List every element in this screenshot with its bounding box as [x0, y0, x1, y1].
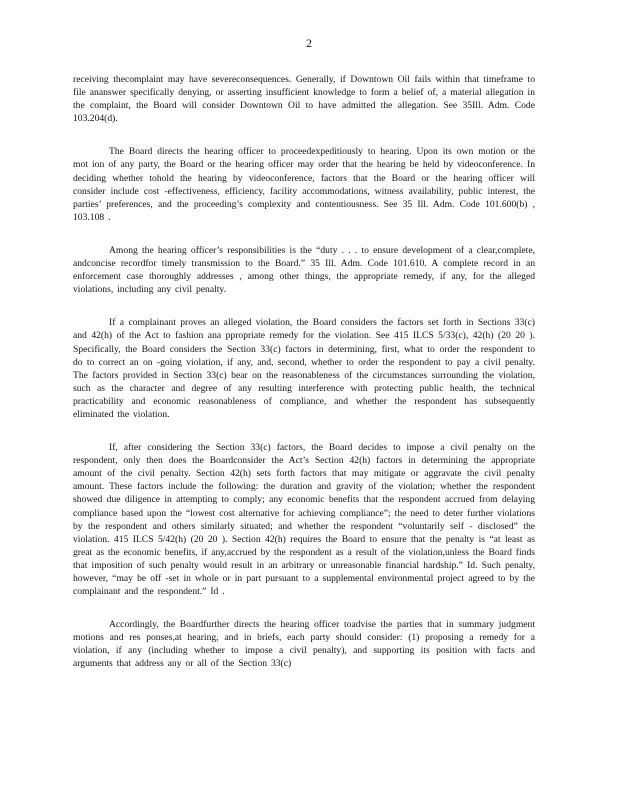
paragraph-hearing-directive: The Board directs the hearing officer to proceedexpeditiously to hearing. Upon its own motion or the mot ion of any party, the Board or the hearing officer may order that the hearing be held by videoconference. In deciding whether tohold the hearing by videoconference, factors that the Board or the hearing officer will consider include cost -effectiveness, efficiency, facility accommodations, witness availability, public interest, the parties’ preferences, and the proceeding’s complexity and contentiousness. See 35 Ill. Adm. Code 101.600(b) , 103.108 .	[73, 146, 535, 223]
body-text	[73, 73, 535, 691]
paragraph-remedy-instructions: Accordingly, the Boardfurther directs the hearing officer toadvise the parties that in summary judgment motions and res ponses,at hearing, and in briefs, each party should consider: (1) proposing a remedy for a violation, if any (including whether to impose a civil penalty), and supporting its position with facts and arguments that address any or all of the Section 33(c)	[73, 619, 535, 670]
page-number: 2	[306, 36, 312, 50]
paragraph-section-33c-factors: If a complainant proves an alleged violation, the Board considers the factors set forth in Sections 33(c) and 42(h) of the Act to fashion ana ppropriate remedy for the violation. See 415 ILCS 5/33(c), 42(h) (20 20 ). Specifically, the Board considers the Section 33(c) factors in determining, first, what to order the respondent to do to correct an on -going violation, if any, and, second, whether to order the respondent to pay a civil penalty. The factors provided in Section 33(c) bear on the reasonableness of the circumstances surrounding the violation, such as the character and degree of any resulting interference with protecting public health, the technical practicability and economic reasonableness of compliance, and whether the respondent has subsequently eliminated the violation.	[73, 317, 535, 420]
paragraph-section-42h-factors: If, after considering the Section 33(c) factors, the Board decides to impose a civil penalty on the respondent, only then does the Boardconsider the Act’s Section 42(h) factors in determining the appropriate amount of the civil penalty. Section 42(h) sets forth factors that may mitigate or aggravate the civil penalty amount. These factors include the following: the duration and gravity of the violation; whether the respondent showed due diligence in attempting to comply; any economic benefits that the respondent accrued from delaying compliance based upon the “lowest cost alternative for achieving compliance”; the need to deter further violations by the respondent and others similarly situated; and whether the respondent “voluntarily self - disclosed” the violation. 415 ILCS 5/42(h) (20 20 ). Section 42(h) requires the Board to ensure that the penalty is “at least as great as the economic benefits, if any,accrued by the respondent as a result of the violation,unless the Board finds that imposition of such penalty would result in an arbitrary or unreasonable financial hardship.” Id. Such penalty, however, “may be off -set in whole or in part pursuant to a supplemental environmental project agreed to by the complainant and the respondent.” Id .	[73, 442, 535, 598]
paragraph-hearing-officer-duties: Among the hearing officer’s responsibilities is the “duty . . . to ensure development of a clear,complete, andconcise recordfor timely transmission to the Board.” 35 Ill. Adm. Code 101.610. A complete record in an enforcement case thoroughly addresses , among other things, the appropriate remedy, if any, for the alleged violations, including any civil penalty.	[73, 244, 535, 296]
paragraph-complaint-consequences: receiving thecomplaint may have severeconsequences. Generally, if Downtown Oil fails within that timeframe to file ananswer specifically denying, or asserting insufficient knowledge to form a belief of, a material allegation in the complaint, the Board will consider Downtown Oil to have admitted the allegation. See 35Ill. Adm. Code 103.204(d).	[73, 74, 535, 125]
